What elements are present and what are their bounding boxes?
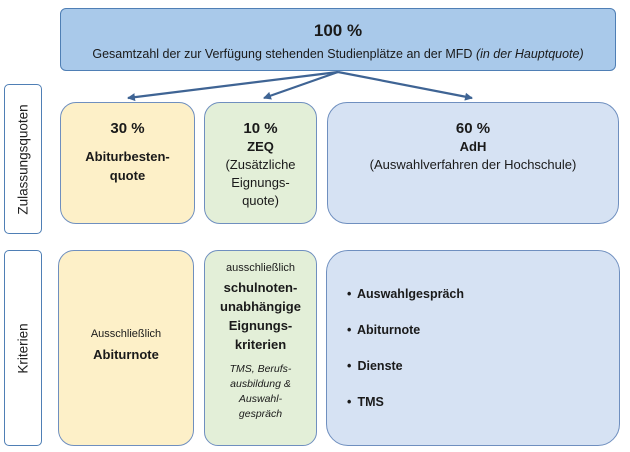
- criteria-zeq-example-2: ausbildung &: [230, 378, 291, 390]
- criteria-zeq-bold-1: schulnoten-: [223, 280, 298, 295]
- arrow-to-abitur: [128, 72, 338, 98]
- side-label-criteria: [4, 250, 42, 446]
- criteria-adh-item-tms: TMS: [357, 395, 384, 409]
- criteria-adh-box: [326, 250, 620, 446]
- criteria-zeq-example-3: Auswahl-: [238, 393, 283, 405]
- criteria-zeq-prefix: ausschließlich: [225, 262, 296, 274]
- arrow-to-adh: [338, 72, 472, 98]
- quota-abitur-line2: quote: [109, 168, 146, 183]
- criteria-abitur-box: [58, 250, 194, 446]
- criteria-adh-item-abitur: Abiturnote: [357, 323, 421, 337]
- criteria-zeq-box: [204, 250, 317, 446]
- criteria-zeq-examples: [205, 362, 316, 422]
- criteria-abitur-prefix: Ausschließlich: [90, 328, 162, 340]
- quota-zeq-line2: Eignungs-: [231, 175, 290, 190]
- criteria-zeq-bold-4: kriterien: [234, 337, 287, 352]
- criteria-zeq-bold-3: Eignungs-: [228, 318, 293, 333]
- criteria-adh-item-services: Dienste: [357, 359, 403, 373]
- bullet: •: [347, 359, 352, 373]
- total-description-note: (in der Hauptquote): [475, 47, 584, 61]
- list-item: [347, 287, 464, 323]
- quota-adh-percent: 60 %: [455, 120, 491, 137]
- quota-adh-full: (Auswahlverfahren der Hochschule): [369, 157, 577, 172]
- bullet: •: [347, 287, 352, 301]
- quota-zeq-percent: 10 %: [243, 120, 278, 137]
- bullet: •: [347, 323, 352, 337]
- side-label-quotas-text: Zulassungsquoten: [15, 103, 31, 215]
- total-description-text: Gesamtzahl der zur Verfügung stehenden Studienplätze an der MFD: [92, 47, 473, 61]
- criteria-zeq-example-4: gespräch: [238, 408, 283, 420]
- quota-zeq-line1: (Zusätzliche: [225, 157, 296, 172]
- side-label-criteria-text: Kriterien: [15, 322, 31, 374]
- criteria-abitur-main: Abiturnote: [93, 347, 159, 362]
- total-percent: 100 %: [313, 21, 363, 40]
- quota-abitur-box: [60, 102, 195, 224]
- criteria-zeq-example-1: TMS, Berufs-: [229, 363, 292, 375]
- quota-adh-box: [327, 102, 619, 224]
- quota-zeq-abbr: ZEQ: [247, 139, 274, 154]
- quota-abitur-percent: 30 %: [110, 120, 145, 137]
- quota-zeq-box: [204, 102, 317, 224]
- criteria-adh-list: [347, 287, 464, 431]
- total-places-box: [60, 8, 616, 71]
- criteria-zeq-bold-2: unabhängige: [220, 299, 301, 314]
- quota-abitur-line1: Abiturbesten-: [85, 149, 170, 164]
- criteria-adh-item-interview: Auswahlgespräch: [357, 287, 464, 301]
- list-item: [347, 323, 464, 359]
- bullet: •: [347, 395, 352, 409]
- quota-adh-abbr: AdH: [459, 139, 487, 154]
- side-label-quotas: [4, 84, 42, 234]
- list-item: [347, 359, 464, 395]
- quota-zeq-line3: quote): [242, 193, 279, 208]
- total-description: [61, 47, 615, 61]
- list-item: [347, 395, 464, 431]
